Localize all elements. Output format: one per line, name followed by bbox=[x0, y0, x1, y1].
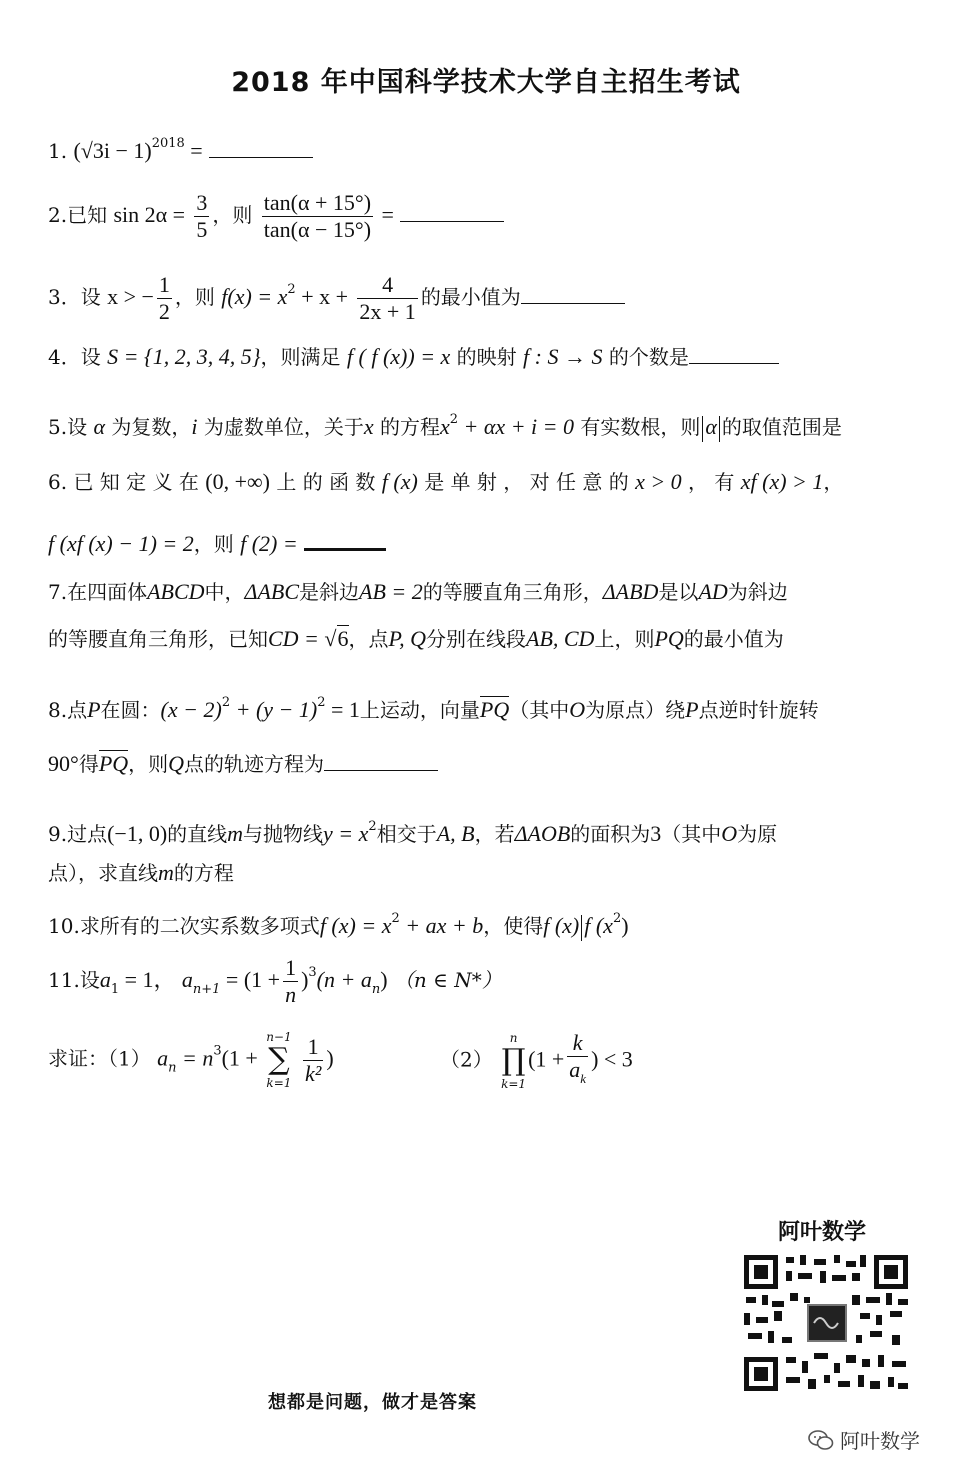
text: 点的轨迹方程为 bbox=[184, 752, 325, 776]
problem-7-line-2: 的等腰直角三角形，已知CD = √6，点P, Q分别在线段AB, CD上，则PQ的最小值为 bbox=[48, 626, 784, 651]
exponent: 2018 bbox=[151, 136, 185, 151]
denominator: k² bbox=[304, 1060, 322, 1086]
problem-8 bbox=[48, 686, 912, 727]
math-symbol: O bbox=[721, 821, 738, 846]
math-symbol: α bbox=[705, 414, 717, 439]
text: 在四面体 bbox=[67, 580, 148, 604]
equals-sign: = bbox=[184, 138, 203, 163]
math-expression: xf (x) > 1 bbox=[740, 469, 824, 494]
upper-limit: n−1 bbox=[266, 1030, 292, 1044]
exponent: 2 bbox=[391, 911, 400, 926]
problem-3 bbox=[48, 272, 912, 325]
text: 有实数根，则 bbox=[580, 415, 701, 439]
math-symbol: m bbox=[158, 860, 174, 885]
text: 设 bbox=[80, 285, 101, 309]
problem-5 bbox=[48, 403, 912, 444]
math-symbol: α bbox=[93, 414, 106, 439]
product bbox=[501, 1031, 526, 1091]
text: 的等腰直角三角形， bbox=[422, 580, 603, 604]
math-expression: = (1 + bbox=[220, 967, 281, 992]
text: 的映射 bbox=[456, 345, 517, 369]
text: 与抛物线 bbox=[243, 822, 324, 846]
text: 已 知 定 义 在 bbox=[73, 470, 199, 494]
qr-code bbox=[742, 1253, 910, 1393]
math-expression: ) bbox=[380, 967, 388, 992]
text: ，使得 bbox=[483, 914, 544, 938]
numerator: k bbox=[567, 1030, 588, 1057]
text: 为原点）绕 bbox=[585, 698, 686, 722]
exponent: 2 bbox=[287, 282, 296, 297]
abs-bar bbox=[702, 416, 703, 442]
math-expression: x bbox=[439, 414, 450, 439]
subscript: 1 bbox=[110, 982, 120, 997]
problem-number: 1. bbox=[48, 139, 68, 163]
fraction bbox=[357, 272, 417, 325]
text: 的最小值为 bbox=[420, 285, 521, 309]
math-expression: y = x bbox=[323, 821, 369, 846]
answer-blank bbox=[209, 137, 313, 158]
math-symbol: ΔABC bbox=[244, 579, 300, 604]
math-expression: f (xf (x) − 1) = 2 bbox=[48, 531, 194, 556]
text: 点），求直线 bbox=[48, 861, 158, 885]
math-symbol: m bbox=[227, 821, 244, 846]
problem-number: 3． bbox=[48, 285, 81, 309]
math-symbol: i bbox=[191, 414, 198, 439]
exponent: 2 bbox=[449, 412, 459, 427]
math-expression: CD = bbox=[268, 626, 319, 651]
problem-number: 4． bbox=[48, 345, 81, 369]
math-symbol: AB, CD bbox=[526, 626, 595, 651]
divides-bar bbox=[581, 915, 582, 941]
math-symbol: x bbox=[363, 414, 374, 439]
text: 的面积为 bbox=[570, 822, 651, 846]
exponent: 2 bbox=[612, 911, 622, 926]
math-expression: + αx + i = 0 bbox=[458, 414, 574, 439]
answer-blank bbox=[400, 201, 504, 222]
subscript: n bbox=[168, 1060, 177, 1076]
subscript: n bbox=[371, 982, 381, 997]
math-expression: (−1, 0) bbox=[107, 821, 168, 846]
product-symbol: ∏ bbox=[501, 1043, 526, 1078]
text: ，若 bbox=[474, 822, 515, 846]
math-expression: (1 + bbox=[221, 1045, 258, 1071]
text: ，则 bbox=[212, 203, 253, 227]
denominator: tan(α − 15°) bbox=[263, 217, 372, 242]
fraction bbox=[157, 272, 172, 325]
problem-9 bbox=[48, 810, 912, 851]
fraction bbox=[283, 955, 298, 1008]
math-symbol: ΔABD bbox=[602, 579, 659, 604]
text: （其中 bbox=[509, 698, 570, 722]
math-expression: f : S → S bbox=[523, 344, 603, 369]
text: 在圆： bbox=[100, 698, 161, 722]
equals-sign: = bbox=[376, 202, 394, 227]
math-expression: f (2) = bbox=[240, 531, 298, 556]
answer-blank bbox=[689, 343, 779, 364]
math-expression: = 1， bbox=[119, 967, 176, 992]
math-symbol: P bbox=[87, 697, 101, 722]
denominator: 5 bbox=[196, 217, 208, 242]
text: 求所有的二次实系数多项式 bbox=[79, 914, 320, 938]
problem-2 bbox=[48, 190, 912, 243]
watermark bbox=[808, 1425, 920, 1454]
math-symbol: P, Q bbox=[388, 626, 426, 651]
numerator: 1 bbox=[158, 272, 170, 297]
math-expression: f(x) = x bbox=[221, 284, 288, 309]
math-expression: f (x bbox=[584, 913, 613, 938]
math-expression: S = {1, 2, 3, 4, 5} bbox=[107, 344, 261, 369]
fraction bbox=[194, 190, 209, 243]
math-expression: sin 2α = bbox=[113, 202, 186, 227]
text: 中， bbox=[204, 580, 245, 604]
text: 过点 bbox=[67, 822, 108, 846]
math-expression: 90° bbox=[48, 751, 79, 776]
text: （其中 bbox=[661, 822, 722, 846]
math-expression: (√3i − 1) bbox=[73, 138, 152, 163]
text: 上 的 函 数 bbox=[276, 470, 376, 494]
problem-11 bbox=[48, 955, 912, 1008]
math-symbol: a bbox=[157, 1045, 169, 1071]
text: 得 bbox=[78, 752, 99, 776]
math-symbol: PQ bbox=[654, 626, 684, 651]
problem-7 bbox=[48, 575, 912, 609]
math-expression: (1 + bbox=[528, 1046, 565, 1072]
text: ， 有 bbox=[688, 470, 735, 494]
problem-number: 8. bbox=[48, 698, 68, 722]
text: 是 单 射 ， 对 任 意 的 bbox=[424, 470, 629, 494]
lower-limit: k=1 bbox=[266, 1076, 292, 1090]
exponent: 2 bbox=[368, 819, 377, 834]
fraction bbox=[567, 1030, 588, 1092]
text: ，则 bbox=[128, 752, 169, 776]
math-symbol: a bbox=[99, 967, 111, 992]
text: 已知 bbox=[67, 203, 108, 227]
math-expression: ) bbox=[301, 967, 309, 992]
numerator: tan(α + 15°) bbox=[263, 190, 372, 215]
math-expression: x > − bbox=[107, 284, 154, 309]
problem-8-line-2 bbox=[48, 747, 912, 781]
text: ，则 bbox=[174, 285, 215, 309]
denominator bbox=[567, 1057, 588, 1092]
numerator: 4 bbox=[357, 272, 417, 299]
denominator: n bbox=[285, 982, 297, 1007]
text: 求证：（1） bbox=[48, 1046, 151, 1071]
text: 的等腰直角三角形，已知 bbox=[48, 627, 268, 651]
text: ，点 bbox=[348, 627, 389, 651]
math-symbol: Q bbox=[168, 751, 185, 776]
math-expression: (n + a bbox=[316, 967, 372, 992]
subscript: k bbox=[580, 1071, 587, 1086]
text: 相交于 bbox=[376, 822, 437, 846]
math-expression: + ax + b bbox=[399, 913, 484, 938]
exponent: 2 bbox=[221, 695, 231, 710]
text: 的取值范围是 bbox=[721, 415, 842, 439]
math-symbol: A, B bbox=[436, 821, 475, 846]
text: （2） bbox=[440, 1047, 493, 1072]
math-symbol: P bbox=[685, 697, 699, 722]
sum-symbol: ∑ bbox=[268, 1042, 290, 1077]
math-symbol: ΔAOB bbox=[514, 821, 571, 846]
problem-6 bbox=[48, 465, 912, 499]
math-expression: + (y − 1) bbox=[230, 697, 318, 722]
problem-number: 2. bbox=[48, 203, 68, 227]
vector: PQ bbox=[98, 751, 129, 776]
exam-title: 2018 年中国科学技术大学自主招生考试 bbox=[231, 67, 741, 98]
answer-blank bbox=[324, 750, 438, 771]
math-expression: = 1 bbox=[325, 697, 360, 722]
text: 的最小值为 bbox=[683, 627, 784, 651]
problem-number: 6. bbox=[48, 470, 68, 494]
exponent: 3 bbox=[308, 965, 317, 980]
text: 上，则 bbox=[594, 627, 655, 651]
upper-limit: n bbox=[509, 1031, 518, 1045]
math-expression: f ( f (x)) = x bbox=[346, 344, 451, 369]
text: 点 bbox=[67, 698, 88, 722]
motto: 想都是问题，做才是答案 bbox=[268, 1392, 477, 1413]
text: 分别在线段 bbox=[426, 627, 526, 651]
text: 为斜边 bbox=[727, 580, 788, 604]
text: 点逆时针旋转 bbox=[698, 698, 819, 722]
problem-number: 7. bbox=[48, 580, 68, 604]
math-expression: (x − 2) bbox=[160, 697, 222, 722]
text: 设 bbox=[79, 968, 100, 992]
watermark-label: 阿叶数学 bbox=[840, 1429, 920, 1453]
text: 的方程 bbox=[379, 415, 440, 439]
vector: PQ bbox=[479, 697, 510, 722]
text: 的方程 bbox=[173, 861, 234, 885]
text: 为原 bbox=[737, 822, 778, 846]
proof-part-2 bbox=[440, 1030, 912, 1092]
math-symbol: O bbox=[569, 697, 586, 722]
exponent: 3 bbox=[213, 1043, 222, 1059]
text: ， bbox=[823, 470, 844, 494]
text: 为复数， bbox=[111, 415, 192, 439]
denominator-base: a bbox=[569, 1057, 581, 1082]
wechat-icon bbox=[808, 1429, 834, 1451]
summation bbox=[266, 1030, 291, 1090]
answer-blank bbox=[521, 283, 625, 304]
math-expression: f (x) = x bbox=[319, 913, 392, 938]
text: 上运动，向量 bbox=[359, 698, 480, 722]
denominator: 2x + 1 bbox=[359, 299, 416, 324]
math-symbol: 3 bbox=[650, 821, 662, 846]
problem-10 bbox=[48, 902, 912, 943]
brand-label: 阿叶数学 bbox=[778, 1220, 867, 1245]
problem-9-line-2 bbox=[48, 856, 912, 890]
abs-bar bbox=[719, 416, 720, 442]
problem-number: 9. bbox=[48, 822, 68, 846]
math-expression: = n bbox=[176, 1045, 214, 1071]
math-expression: ) < 3 bbox=[591, 1046, 633, 1072]
text: 是以 bbox=[658, 580, 699, 604]
math-expression: x > 0 bbox=[635, 469, 682, 494]
numerator: 1 bbox=[303, 1034, 323, 1061]
text: 设 bbox=[67, 415, 88, 439]
math-expression: ) bbox=[326, 1045, 334, 1071]
problem-6-line-2 bbox=[48, 527, 912, 561]
exponent: 2 bbox=[317, 695, 326, 710]
condition: （n ∈ N*） bbox=[393, 968, 502, 992]
subscript: n+1 bbox=[192, 982, 221, 997]
answer-blank bbox=[304, 528, 386, 551]
problem-4 bbox=[48, 340, 912, 374]
numerator: 1 bbox=[285, 955, 297, 980]
problem-number: 10. bbox=[48, 914, 80, 938]
math-symbol: AD bbox=[698, 579, 728, 604]
problem-number: 5. bbox=[48, 415, 68, 439]
math-expression: ) bbox=[621, 913, 629, 938]
denominator: 2 bbox=[158, 299, 170, 324]
numerator: 3 bbox=[196, 190, 208, 215]
problem-number: 11. bbox=[48, 968, 80, 992]
text: 的个数是 bbox=[608, 345, 689, 369]
lower-limit: k=1 bbox=[501, 1077, 527, 1091]
text: 设 bbox=[80, 345, 101, 369]
radicand: 6 bbox=[337, 626, 349, 651]
text: 是斜边 bbox=[299, 580, 360, 604]
fraction bbox=[262, 190, 373, 243]
math-symbol: ABCD bbox=[147, 579, 205, 604]
math-expression: f (x) bbox=[381, 469, 418, 494]
math-symbol: a bbox=[181, 967, 193, 992]
problem-1 bbox=[48, 127, 912, 168]
text: ，则满足 bbox=[260, 345, 341, 369]
text: 的直线 bbox=[167, 822, 228, 846]
text: ，则 bbox=[193, 532, 234, 556]
math-expression: + x + bbox=[295, 284, 349, 309]
math-expression: f (x) bbox=[543, 913, 580, 938]
math-expression: AB = 2 bbox=[359, 579, 423, 604]
math-expression: (0, +∞) bbox=[205, 469, 270, 494]
text: 为虚数单位，关于 bbox=[203, 415, 364, 439]
fraction bbox=[303, 1034, 323, 1087]
